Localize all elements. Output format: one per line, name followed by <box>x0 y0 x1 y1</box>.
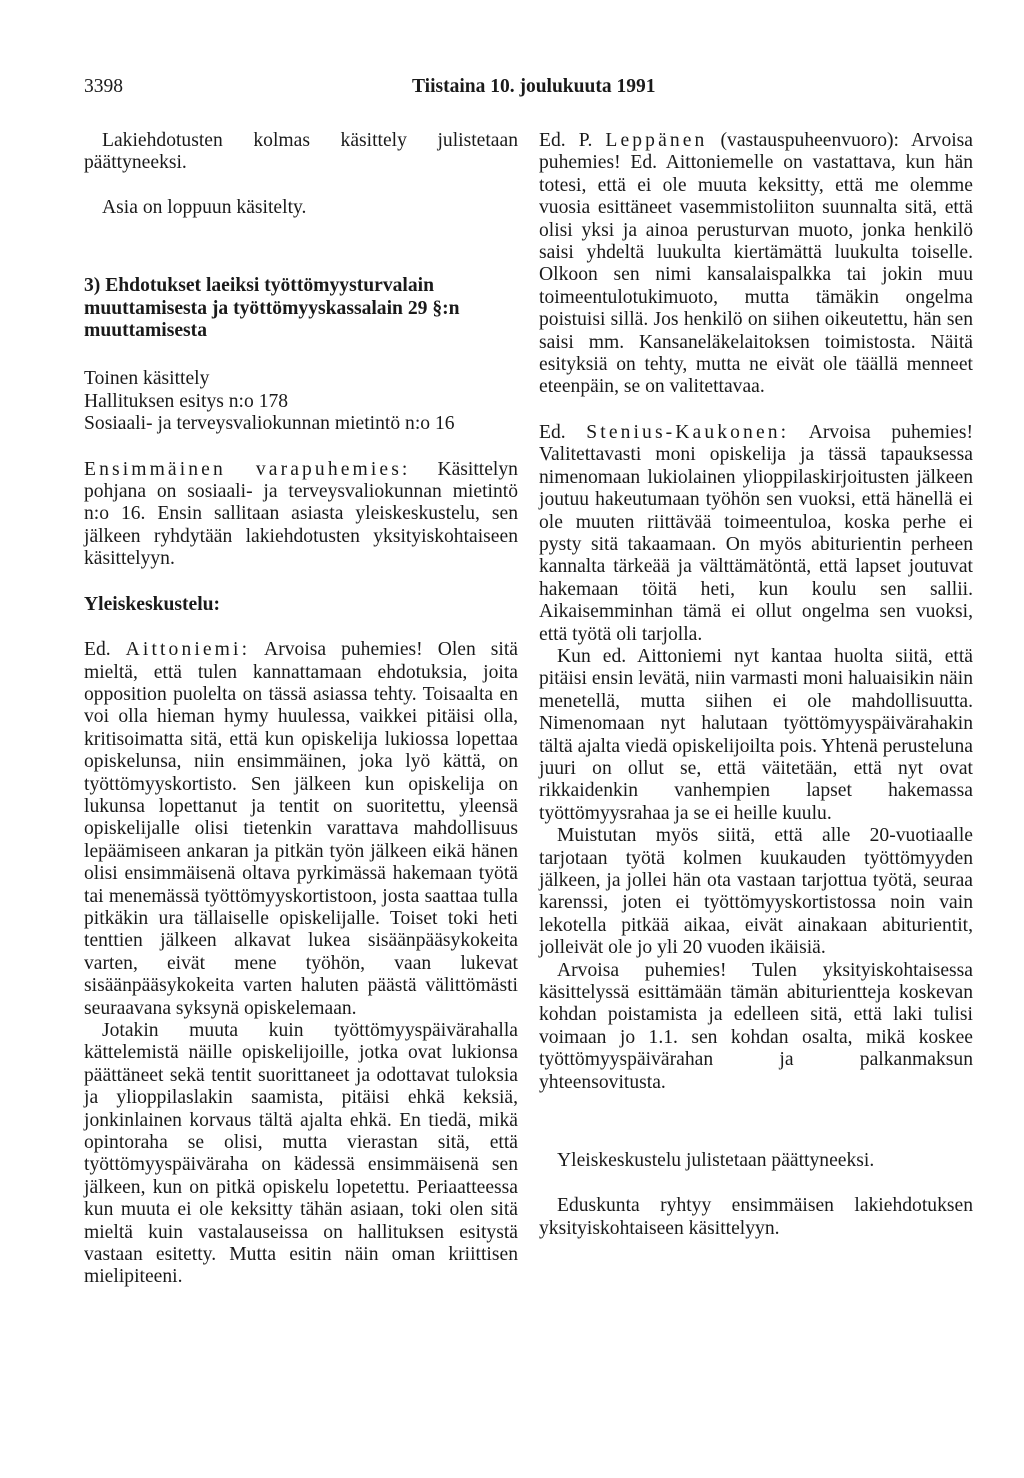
page-header <box>84 74 956 100</box>
session-date: Tiistaina 10. joulukuuta 1991 <box>412 76 656 97</box>
speaker-label: Ensimmäinen varapuhemies: <box>84 458 411 480</box>
speech-stenius-kaukonen <box>539 422 973 646</box>
page-number: 3398 <box>84 76 123 97</box>
speaker-prefix: Ed. <box>84 639 111 661</box>
speaker-name: Aittoniemi: <box>125 639 251 661</box>
closing-statement-previous: Lakiehdotusten kolmas käsittely julistetaan päättyneeksi. <box>84 130 518 174</box>
speaker-prefix: Ed. P. <box>539 130 593 151</box>
speaker-role: (vastauspuheenvuoro): <box>720 130 899 151</box>
debate-heading: Yleiskeskustelu: <box>84 593 221 615</box>
speech-leppanen <box>539 130 973 399</box>
processing-stage: Toinen käsittely <box>84 368 210 390</box>
speaker-prefix: Ed. <box>539 421 566 443</box>
right-column <box>539 130 973 1240</box>
speaker-name: Stenius-Kaukonen: <box>586 421 790 443</box>
speaker-name: Leppänen <box>605 130 708 151</box>
speech-text: Arvoisa puhemies! Valitettavasti moni opiskelija ja tässä tapauksessa nimenomaan lukiolainen ylioppilaskirjoitusten jälkeen joutuu hakeutumaan työhön sen vuoksi, että hänellä ei ole muuten riittävää toimeentuloa, koska perhe ei pysty sitä takaamaan. On myös abiturientin perheen kannalta tärkeää ja välttämätöntä, että lapset joutuvat hakemaan töitä heti, kun koulu sen sallii. Aikaisemminhan tämä ei ollut ongelma sen vuoksi, että työtä oli tarjolla. <box>539 421 973 645</box>
government-bill: Hallituksen esitys n:o 178 <box>84 390 289 412</box>
agenda-item-heading: 3) Ehdotukset laeiksi työttömyysturvalain muuttamisesta ja työttömyyskassalain 29 §:n muuttamisesta <box>84 275 460 342</box>
speech-paragraph: Arvoisa puhemies! Tulen yksityiskohtaisessa käsittelyssä esittämään tämän abiturientteja koskevan kohdan poistamista ja edelleen sitä, että laki tulisi voimaan jo 1.1. sen kohdan osalta, mikä koskee työttömyyspäivärahan ja palkanmaksun yhteensovitusta. <box>539 959 973 1093</box>
speech-text: Arvoisa puhemies! Olen sitä mieltä, että tulen kannattamaan ehdotuksia, joita opposition puolelta on tässä asiassa tehty. Toisaalta en voi olla hieman hymy huulessa, vaikkei pitäisi olla, kritisoimatta sitä, että kun opiskelija lukiossa lopettaa opiskelunsa, niin ensimmäinen, joka lyö kättä, on työttömyyskortisto. Sen jälkeen kun opiskelija on lukunsa lopettanut ja tentit on suoritettu, yleensä opiskelijalle olisi tietenkin varattava mahdollisuus lepäämiseen ankaran ja pitkän työn jälkeen eikä hänen olisi ensimmäisenä oltava pyrkimässä hakemaan työtä tai menemässä työttömyyskortistoon, josta saattaa tulla pitkäkin ura tällaiselle opiskelijalle. Toiset toki heti tenttien jälkeen alkavat lukea sisäänpääsykokeita varten, eivät mene työhön, vaan lukevat sisäänpääsykokeita varten haluten päästä välittömästi seuraavana syksynä opiskelemaan. <box>84 639 518 1019</box>
speech-text: Arvoisa puhemies! Ed. Aittoniemelle on vastattava, kun hän totesi, että ei ole muuta keksitty, että me olemme vuosia esittäneet vasemmistoliiton suunnalta sitä, että olisi yksi ja ainoa perusturvan muoto, jonka henkilö saisi yhdeltä luukulta kiertämättä luukulta toiselle. Olkoon sen nimi kansalaispalkka tai jokin muu toimeentulotukimuoto, mutta tämäkin ongelma poistuisi sillä. Jos henkilö on siihen oikeutettu, hän sen saisi mm. Kansaneläkelaitoksen toimistosta. Näitä esityksiä on tehty, mutta ne eivät ole täällä menneet eteenpäin, se on valitettavaa. <box>539 130 974 398</box>
next-step: Eduskunta ryhtyy ensimmäisen lakiehdotuksen yksityiskohtaiseen käsittelyyn. <box>539 1195 973 1239</box>
speech-paragraph: Jotakin muuta kuin työttömyyspäivärahalla kättelemistä näille opiskelijoille, jotka ovat lukionsa päättäneet sekä tentit suorittaneet ja odottavat tuloksia ja ylioppilaslakin saamista, pitäisi ehkä keksiä, jonkinlainen korvaus tältä ajalta ehkä. En tiedä, mikä opintoraha se olisi, mutta vierastan sitä, että työttömyyspäiväraha on kädessä ensimmäisenä sen jälkeen, kun on pitkä opiskelu lopetettu. Periaatteessa kun muuta ei ole keksitty tähän asiaan, toki olen sitä mieltä kuin vastalauseissa on hallituksen esitystä vastaan esitetty. Mutta esitin näin oman kriittisen mielipiteeni. <box>84 1020 518 1288</box>
debate-closed: Yleiskeskustelu julistetaan päättyneeksi. <box>557 1150 875 1172</box>
speech-paragraph: Kun ed. Aittoniemi nyt kantaa huolta siitä, että pitäisi ensin levätä, niin varmasti moni haluaisikin näin menetellä, mutta siihen ei ole mahdollisuutta. Nimenomaan nyt halutaan työttömyyspäivärahakin tältä ajalta viedä opiskelijoilta pois. Yhtenä perusteluna juuri on ollut se, että väitetään, että nyt ovat rikkaidenkin vanhempien lapset hakemassa työttömyysrahaa ja se ei heille kuulu. <box>539 645 974 824</box>
speech-aittoniemi <box>84 639 518 1020</box>
chair-statement <box>84 459 518 571</box>
matter-concluded: Asia on loppuun käsitelty. <box>102 196 307 218</box>
chair-statement-text: Käsittelyn pohjana on sosiaali- ja terveysvaliokunnan mietintö n:o 16. Ensin sallitaan asiasta yleiskeskustelu, sen jälkeen ryhdytään lakiehdotusten yksityiskohtaiseen käsittelyyn. <box>84 458 518 570</box>
speech-paragraph: Muistutan myös siitä, että alle 20-vuotiaalle tarjotaan työtä kolmen kuukauden työttömyyden jälkeen, ja jollei hän ota vastaan tarjottua työtä, seuraa karenssi, joten ei työttömyyskortistossa noin vain lekotella pitkää aikaa, eivät ainakaan abiturientit, jolleivät ole jo yli 20 vuoden ikäisiä. <box>539 825 973 959</box>
left-column <box>84 130 518 1289</box>
committee-report: Sosiaali- ja terveysvaliokunnan mietintö n:o 16 <box>84 413 455 435</box>
